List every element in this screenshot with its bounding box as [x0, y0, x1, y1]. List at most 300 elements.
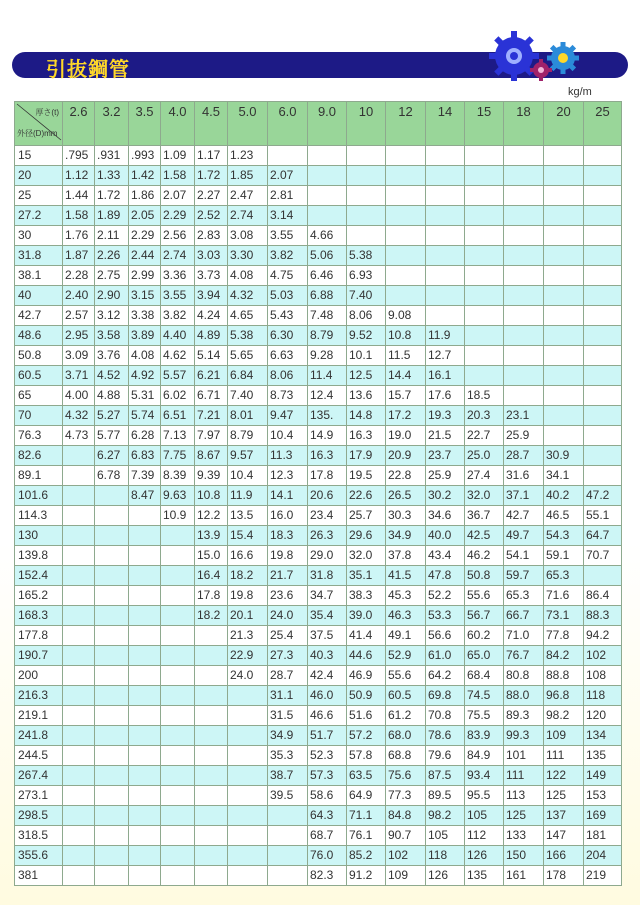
weight-cell: 77.3 [386, 786, 426, 806]
weight-cell: 6.46 [308, 266, 347, 286]
outer-diameter-cell: 82.6 [15, 446, 63, 466]
weight-cell [195, 646, 228, 666]
weight-cell [95, 526, 129, 546]
weight-cell: 4.75 [268, 266, 308, 286]
weight-cell: 65.0 [465, 646, 504, 666]
weight-cell [129, 866, 161, 886]
weight-cell: 44.6 [347, 646, 386, 666]
weight-cell: 25.9 [426, 466, 465, 486]
outer-diameter-cell: 101.6 [15, 486, 63, 506]
weight-cell: 10.8 [386, 326, 426, 346]
weight-cell: 5.14 [195, 346, 228, 366]
weight-cell: 39.5 [268, 786, 308, 806]
weight-cell: 70.8 [426, 706, 465, 726]
weight-cell: 2.29 [129, 226, 161, 246]
thickness-header: 4.5 [195, 102, 228, 146]
weight-cell [465, 366, 504, 386]
table-body [15, 146, 622, 886]
weight-cell: 3.30 [228, 246, 268, 266]
weight-cell: 2.74 [161, 246, 195, 266]
weight-cell [228, 686, 268, 706]
weight-cell [195, 806, 228, 826]
weight-cell: 24.0 [228, 666, 268, 686]
weight-cell [95, 746, 129, 766]
corner-header [15, 102, 63, 146]
weight-cell: 101 [504, 746, 544, 766]
weight-cell: 31.5 [268, 706, 308, 726]
weight-cell: 40.0 [426, 526, 465, 546]
weight-cell: 6.88 [308, 286, 347, 306]
thickness-header: 10 [347, 102, 386, 146]
weight-cell [63, 866, 95, 886]
weight-cell: .795 [63, 146, 95, 166]
weight-cell: 1.12 [63, 166, 95, 186]
weight-cell [195, 686, 228, 706]
weight-cell: 135. [308, 406, 347, 426]
weight-cell [544, 246, 584, 266]
weight-cell: 1.58 [63, 206, 95, 226]
weight-cell: 1.17 [195, 146, 228, 166]
weight-cell: 47.2 [584, 486, 622, 506]
weight-cell: 1.85 [228, 166, 268, 186]
outer-diameter-cell: 40 [15, 286, 63, 306]
weight-cell [161, 806, 195, 826]
weight-cell: 34.6 [426, 506, 465, 526]
weight-cell: 84.9 [465, 746, 504, 766]
thickness-header: 6.0 [268, 102, 308, 146]
weight-cell [347, 206, 386, 226]
weight-cell [544, 166, 584, 186]
weight-cell: 12.7 [426, 346, 465, 366]
weight-cell: 98.2 [426, 806, 465, 826]
weight-cell: 20.6 [308, 486, 347, 506]
weight-cell: 2.07 [161, 186, 195, 206]
weight-cell: 8.47 [129, 486, 161, 506]
weight-cell: 4.73 [63, 426, 95, 446]
weight-cell: 7.48 [308, 306, 347, 326]
weight-cell [95, 586, 129, 606]
weight-cell: 49.1 [386, 626, 426, 646]
weight-cell: 19.8 [228, 586, 268, 606]
weight-cell: 34.7 [308, 586, 347, 606]
weight-cell [465, 186, 504, 206]
weight-cell: 13.9 [195, 526, 228, 546]
weight-cell [129, 606, 161, 626]
weight-cell [347, 146, 386, 166]
weight-cell: 10.4 [228, 466, 268, 486]
table-row [15, 826, 622, 846]
weight-cell: 68.4 [465, 666, 504, 686]
weight-cell: 21.5 [426, 426, 465, 446]
weight-cell: 6.30 [268, 326, 308, 346]
weight-cell: 74.5 [465, 686, 504, 706]
weight-cell: 76.1 [347, 826, 386, 846]
table-row [15, 166, 622, 186]
weight-cell: 5.77 [95, 426, 129, 446]
weight-cell: 41.4 [347, 626, 386, 646]
weight-cell [584, 146, 622, 166]
table-row [15, 686, 622, 706]
weight-cell: 161 [504, 866, 544, 886]
outer-diameter-cell: 216.3 [15, 686, 63, 706]
weight-cell: 3.12 [95, 306, 129, 326]
weight-cell [584, 286, 622, 306]
weight-cell [228, 746, 268, 766]
weight-cell [504, 246, 544, 266]
weight-cell: 112 [465, 826, 504, 846]
weight-cell [584, 166, 622, 186]
weight-cell: 1.33 [95, 166, 129, 186]
table-row [15, 286, 622, 306]
weight-cell [95, 626, 129, 646]
weight-cell: 31.1 [268, 686, 308, 706]
thickness-label: 厚さ(t) [35, 108, 59, 117]
weight-cell: 105 [426, 826, 465, 846]
weight-cell [465, 246, 504, 266]
weight-cell [161, 626, 195, 646]
thickness-header: 25 [584, 102, 622, 146]
weight-cell: 6.71 [195, 386, 228, 406]
weight-cell: 54.1 [504, 546, 544, 566]
weight-cell: 52.2 [426, 586, 465, 606]
gear-icon [530, 59, 552, 81]
weight-cell: 3.82 [268, 246, 308, 266]
weight-cell: 21.3 [228, 626, 268, 646]
weight-cell [504, 306, 544, 326]
weight-cell [161, 666, 195, 686]
weight-cell [129, 766, 161, 786]
weight-cell: 37.5 [308, 626, 347, 646]
weight-cell [129, 826, 161, 846]
weight-cell: 5.43 [268, 306, 308, 326]
outer-diameter-cell: 60.5 [15, 366, 63, 386]
weight-cell [161, 826, 195, 846]
weight-cell: 29.0 [308, 546, 347, 566]
weight-cell: 169 [584, 806, 622, 826]
table-row [15, 666, 622, 686]
weight-cell [129, 686, 161, 706]
weight-cell: 8.01 [228, 406, 268, 426]
weight-cell [63, 786, 95, 806]
table-row [15, 326, 622, 346]
weight-cell: 12.4 [308, 386, 347, 406]
weight-cell [95, 826, 129, 846]
outer-diameter-cell: 219.1 [15, 706, 63, 726]
weight-cell [129, 586, 161, 606]
weight-cell [465, 166, 504, 186]
weight-cell: 17.2 [386, 406, 426, 426]
weight-cell: 8.67 [195, 446, 228, 466]
outer-diameter-cell: 130 [15, 526, 63, 546]
weight-cell: 23.4 [308, 506, 347, 526]
table-row [15, 646, 622, 666]
weight-cell [95, 766, 129, 786]
weight-cell [63, 686, 95, 706]
weight-cell [386, 166, 426, 186]
weight-cell: 8.06 [268, 366, 308, 386]
weight-cell: 6.27 [95, 446, 129, 466]
weight-cell: 6.84 [228, 366, 268, 386]
thickness-header: 15 [465, 102, 504, 146]
weight-cell: 96.8 [544, 686, 584, 706]
weight-cell: 86.4 [584, 586, 622, 606]
weight-cell: 1.72 [95, 186, 129, 206]
weight-cell [386, 246, 426, 266]
weight-cell [426, 266, 465, 286]
weight-cell: 149 [584, 766, 622, 786]
weight-cell: 12.2 [195, 506, 228, 526]
weight-cell [347, 186, 386, 206]
weight-cell [63, 626, 95, 646]
weight-cell: 16.1 [426, 366, 465, 386]
weight-cell: 2.27 [195, 186, 228, 206]
weight-cell: 77.8 [544, 626, 584, 646]
thickness-header: 3.5 [129, 102, 161, 146]
weight-cell: 15.0 [195, 546, 228, 566]
weight-cell: 42.5 [465, 526, 504, 546]
weight-cell: 10.4 [268, 426, 308, 446]
weight-cell: 34.9 [268, 726, 308, 746]
weight-cell [95, 486, 129, 506]
weight-cell [129, 666, 161, 686]
weight-cell: 2.05 [129, 206, 161, 226]
weight-cell: 20.3 [465, 406, 504, 426]
weight-cell: 93.4 [465, 766, 504, 786]
weight-cell [544, 406, 584, 426]
weight-cell: 88.0 [504, 686, 544, 706]
weight-cell [544, 146, 584, 166]
weight-cell: 2.83 [195, 226, 228, 246]
weight-cell [426, 306, 465, 326]
weight-cell: 1.76 [63, 226, 95, 246]
weight-cell: 60.2 [465, 626, 504, 646]
diameter-label: 外径(D)mm [17, 129, 58, 138]
weight-cell: 37.8 [386, 546, 426, 566]
weight-cell: 111 [504, 766, 544, 786]
weight-cell: 35.1 [347, 566, 386, 586]
weight-cell: 118 [584, 686, 622, 706]
weight-cell: 166 [544, 846, 584, 866]
weight-cell: 53.3 [426, 606, 465, 626]
weight-cell: 95.5 [465, 786, 504, 806]
weight-cell: 32.0 [347, 546, 386, 566]
outer-diameter-cell: 42.7 [15, 306, 63, 326]
weight-cell [308, 146, 347, 166]
weight-cell: 1.58 [161, 166, 195, 186]
weight-cell: 4.32 [63, 406, 95, 426]
weight-cell: 56.6 [426, 626, 465, 646]
weight-cell [544, 326, 584, 346]
weight-cell: 19.3 [426, 406, 465, 426]
weight-cell [95, 646, 129, 666]
weight-cell: 109 [386, 866, 426, 886]
weight-cell [308, 206, 347, 226]
outer-diameter-cell: 31.8 [15, 246, 63, 266]
thickness-header: 4.0 [161, 102, 195, 146]
weight-cell [95, 666, 129, 686]
table-row [15, 806, 622, 826]
weight-cell: 105 [465, 806, 504, 826]
weight-cell: 2.74 [228, 206, 268, 226]
outer-diameter-cell: 50.8 [15, 346, 63, 366]
weight-cell [95, 786, 129, 806]
weight-cell [63, 666, 95, 686]
weight-cell: 7.75 [161, 446, 195, 466]
weight-cell: 2.57 [63, 306, 95, 326]
weight-cell: 3.71 [63, 366, 95, 386]
weight-cell: 27.3 [268, 646, 308, 666]
weight-cell [426, 146, 465, 166]
weight-cell: 65.3 [544, 566, 584, 586]
weight-cell: 3.58 [95, 326, 129, 346]
weight-cell [195, 726, 228, 746]
weight-cell [161, 706, 195, 726]
weight-cell: 4.88 [95, 386, 129, 406]
weight-cell: 2.81 [268, 186, 308, 206]
weight-cell: 21.7 [268, 566, 308, 586]
weight-cell [386, 266, 426, 286]
weight-cell: 3.09 [63, 346, 95, 366]
weight-cell [95, 846, 129, 866]
weight-cell: 84.8 [386, 806, 426, 826]
weight-cell [544, 366, 584, 386]
weight-cell [465, 326, 504, 346]
weight-cell: 20.9 [386, 446, 426, 466]
weight-cell [161, 526, 195, 546]
thickness-header: 3.2 [95, 102, 129, 146]
weight-cell [129, 546, 161, 566]
table-row [15, 246, 622, 266]
weight-cell: 10.1 [347, 346, 386, 366]
weight-cell [544, 186, 584, 206]
weight-cell: 2.56 [161, 226, 195, 246]
weight-cell: 16.3 [308, 446, 347, 466]
table-row [15, 426, 622, 446]
weight-cell [63, 746, 95, 766]
weight-cell: 42.4 [308, 666, 347, 686]
weight-cell: 18.5 [465, 386, 504, 406]
weight-cell [544, 286, 584, 306]
weight-cell [63, 466, 95, 486]
weight-cell [95, 706, 129, 726]
weight-cell [95, 726, 129, 746]
weight-cell: 4.62 [161, 346, 195, 366]
weight-cell: 2.95 [63, 326, 95, 346]
weight-cell [504, 366, 544, 386]
weight-cell [504, 266, 544, 286]
weight-cell: 18.3 [268, 526, 308, 546]
weight-cell: 91.2 [347, 866, 386, 886]
weight-cell [584, 226, 622, 246]
weight-cell [195, 746, 228, 766]
weight-cell: 18.2 [228, 566, 268, 586]
weight-cell: 6.63 [268, 346, 308, 366]
weight-cell [161, 786, 195, 806]
table-row [15, 486, 622, 506]
weight-cell: 6.28 [129, 426, 161, 446]
weight-cell [544, 346, 584, 366]
weight-cell [504, 386, 544, 406]
weight-cell [63, 826, 95, 846]
weight-cell [161, 646, 195, 666]
weight-cell: 64.7 [584, 526, 622, 546]
table-row [15, 766, 622, 786]
weight-cell: 38.7 [268, 766, 308, 786]
weight-cell: 11.3 [268, 446, 308, 466]
weight-cell [465, 306, 504, 326]
weight-cell: 5.03 [268, 286, 308, 306]
weight-cell: 2.90 [95, 286, 129, 306]
weight-cell: 2.28 [63, 266, 95, 286]
weight-cell: 5.74 [129, 406, 161, 426]
weight-cell: 11.9 [228, 486, 268, 506]
weight-cell: 8.79 [308, 326, 347, 346]
weight-cell [63, 646, 95, 666]
weight-cell: 10.8 [195, 486, 228, 506]
table-row [15, 386, 622, 406]
weight-table [14, 101, 622, 886]
weight-cell: 219 [584, 866, 622, 886]
weight-cell: 2.29 [161, 206, 195, 226]
weight-cell: 18.2 [195, 606, 228, 626]
weight-cell: 23.7 [426, 446, 465, 466]
table-row [15, 266, 622, 286]
page-title: 引抜鋼管 [46, 57, 130, 81]
outer-diameter-cell: 152.4 [15, 566, 63, 586]
weight-cell: 135 [584, 746, 622, 766]
table-row [15, 346, 622, 366]
weight-cell [426, 206, 465, 226]
weight-cell: 13.5 [228, 506, 268, 526]
weight-cell: 181 [584, 826, 622, 846]
weight-cell [465, 266, 504, 286]
weight-cell [161, 686, 195, 706]
table-row [15, 146, 622, 166]
weight-cell: 63.5 [347, 766, 386, 786]
weight-cell: 85.2 [347, 846, 386, 866]
weight-cell: 1.09 [161, 146, 195, 166]
table-row [15, 226, 622, 246]
table-row [15, 726, 622, 746]
weight-cell: 12.3 [268, 466, 308, 486]
weight-cell: 16.0 [268, 506, 308, 526]
weight-cell: 125 [504, 806, 544, 826]
weight-cell [465, 226, 504, 246]
weight-cell: 5.06 [308, 246, 347, 266]
weight-cell: 7.13 [161, 426, 195, 446]
outer-diameter-cell: 165.2 [15, 586, 63, 606]
weight-cell [63, 766, 95, 786]
outer-diameter-cell: 76.3 [15, 426, 63, 446]
weight-cell: 32.0 [465, 486, 504, 506]
weight-cell: 5.57 [161, 366, 195, 386]
weight-cell: 54.3 [544, 526, 584, 546]
weight-cell: 45.3 [386, 586, 426, 606]
weight-cell [504, 186, 544, 206]
weight-cell [465, 346, 504, 366]
weight-cell: 68.0 [386, 726, 426, 746]
weight-cell: 58.6 [308, 786, 347, 806]
weight-cell: 60.5 [386, 686, 426, 706]
weight-cell: 3.03 [195, 246, 228, 266]
weight-cell [347, 166, 386, 186]
weight-cell: 23.1 [504, 406, 544, 426]
weight-cell: 35.3 [268, 746, 308, 766]
weight-cell: 5.31 [129, 386, 161, 406]
weight-cell: 76.7 [504, 646, 544, 666]
weight-cell: 61.0 [426, 646, 465, 666]
weight-cell: 9.57 [228, 446, 268, 466]
